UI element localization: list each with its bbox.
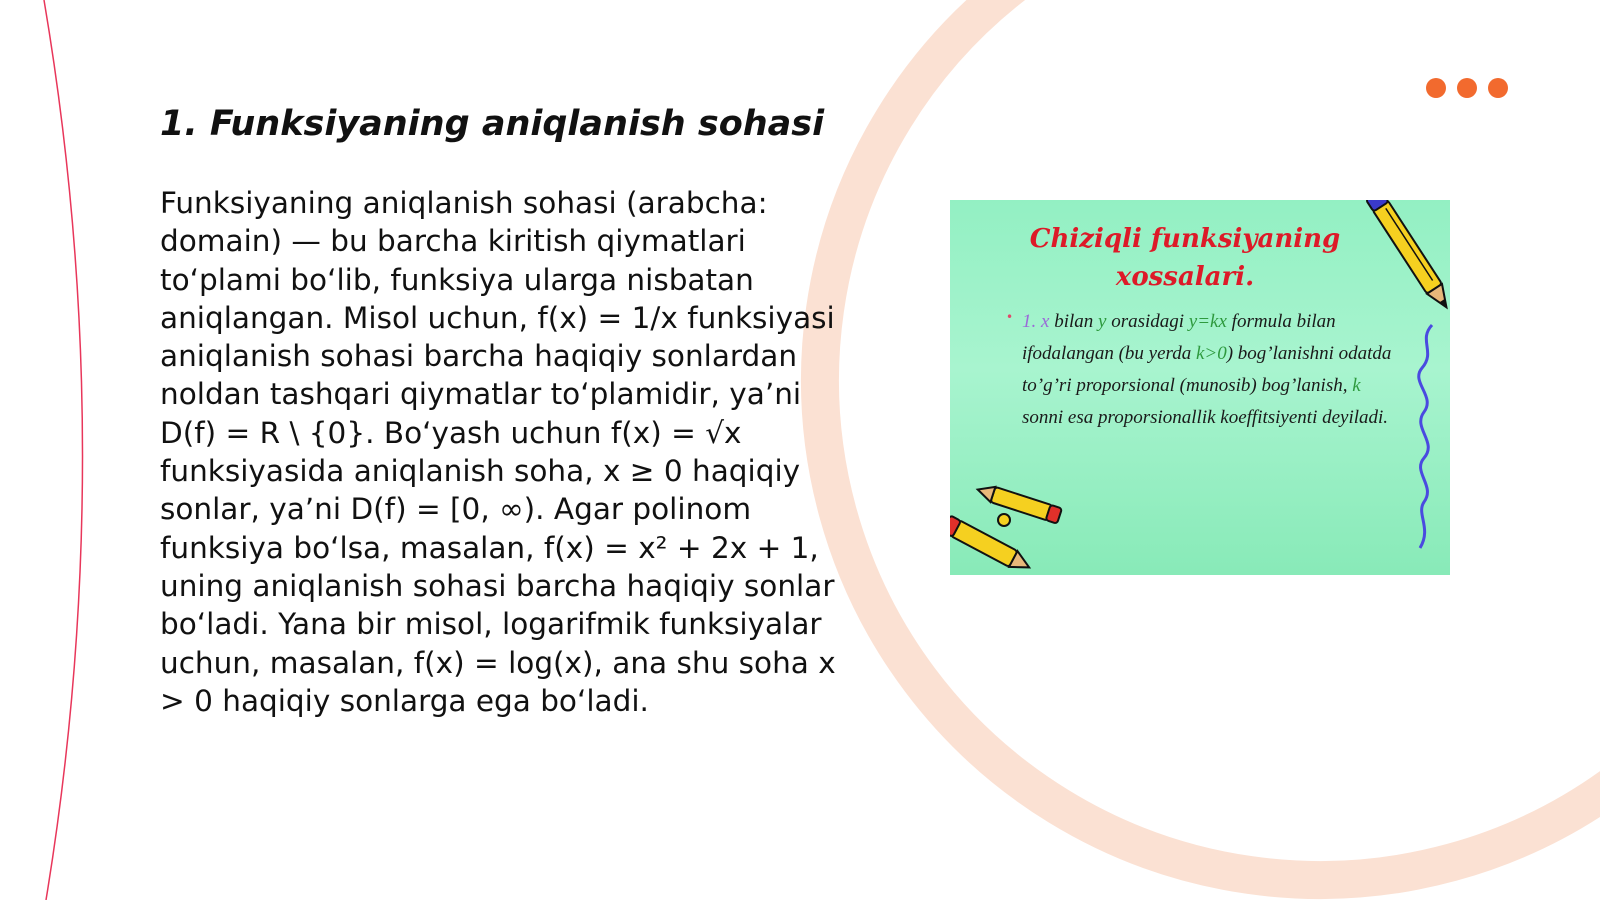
image-decorations	[950, 200, 1450, 575]
slide-title: 1. Funksiyaning aniqlanish sohasi	[160, 104, 825, 144]
squiggle-line	[1419, 325, 1432, 548]
bullet-icon: •	[1006, 310, 1014, 324]
linear-function-image	[950, 200, 1450, 575]
item-number: 1.	[1022, 311, 1037, 332]
dot	[1426, 78, 1446, 98]
condition: k>0	[1195, 343, 1227, 364]
var-x: x	[1041, 311, 1050, 332]
text-part: bilan	[1049, 311, 1098, 332]
three-dots-icon	[1426, 78, 1508, 98]
dot	[1488, 78, 1508, 98]
dot	[1457, 78, 1477, 98]
pencil-icon	[1366, 200, 1450, 312]
image-title: Chiziqli funksiyaning xossalari.	[1029, 224, 1341, 292]
slide-body-text: Funksiyaning aniqlanish sohasi (arabcha: domain) — bu barcha kiritish qiymatlari to‘plami bo‘lib, funksiya ularga nisbatan aniqlangan. Misol uchun, f(x) = 1/x funksiyasi aniqlanish sohasi barcha haqiqiy sonlardan noldan tashqari qiymatlar to‘plamidir, ya’ni D(f) = R \ {0}. Bo‘yash uchun f(x) = √x funksiyasida aniqlanish soha, x ≥ 0 haqiqiy sonlar, ya’ni D(f) = [0, ∞). Agar polinom funksiya bo‘lsa, masalan, f(x) = x² + 2x + 1, uning aniqlanish sohasi barcha haqiqiy sonlar bo‘ladi. Yana bir misol, logarifmik funksiyalar uchun, masalan, f(x) = log(x), ana shu soha x > 0 haqiqiy sonlarga ega bo‘ladi.	[160, 186, 836, 718]
var-y: y	[1098, 311, 1107, 332]
text-part: sonni esa proporsionallik koeffitsiyenti deyiladi.	[1022, 407, 1389, 428]
var-k: k	[1352, 375, 1361, 396]
text-part: orasidagi	[1106, 311, 1189, 332]
crossed-pencils-icon	[950, 482, 1062, 575]
text-part: ) bog’lanishni odatda to’g’ri proporsional (munosib) bog’lanish,	[1022, 343, 1392, 396]
left-accent-line	[44, 0, 83, 900]
text-part: formula bilan ifodalangan (bu yerda	[1022, 311, 1336, 364]
formula: y=kx	[1188, 311, 1227, 332]
